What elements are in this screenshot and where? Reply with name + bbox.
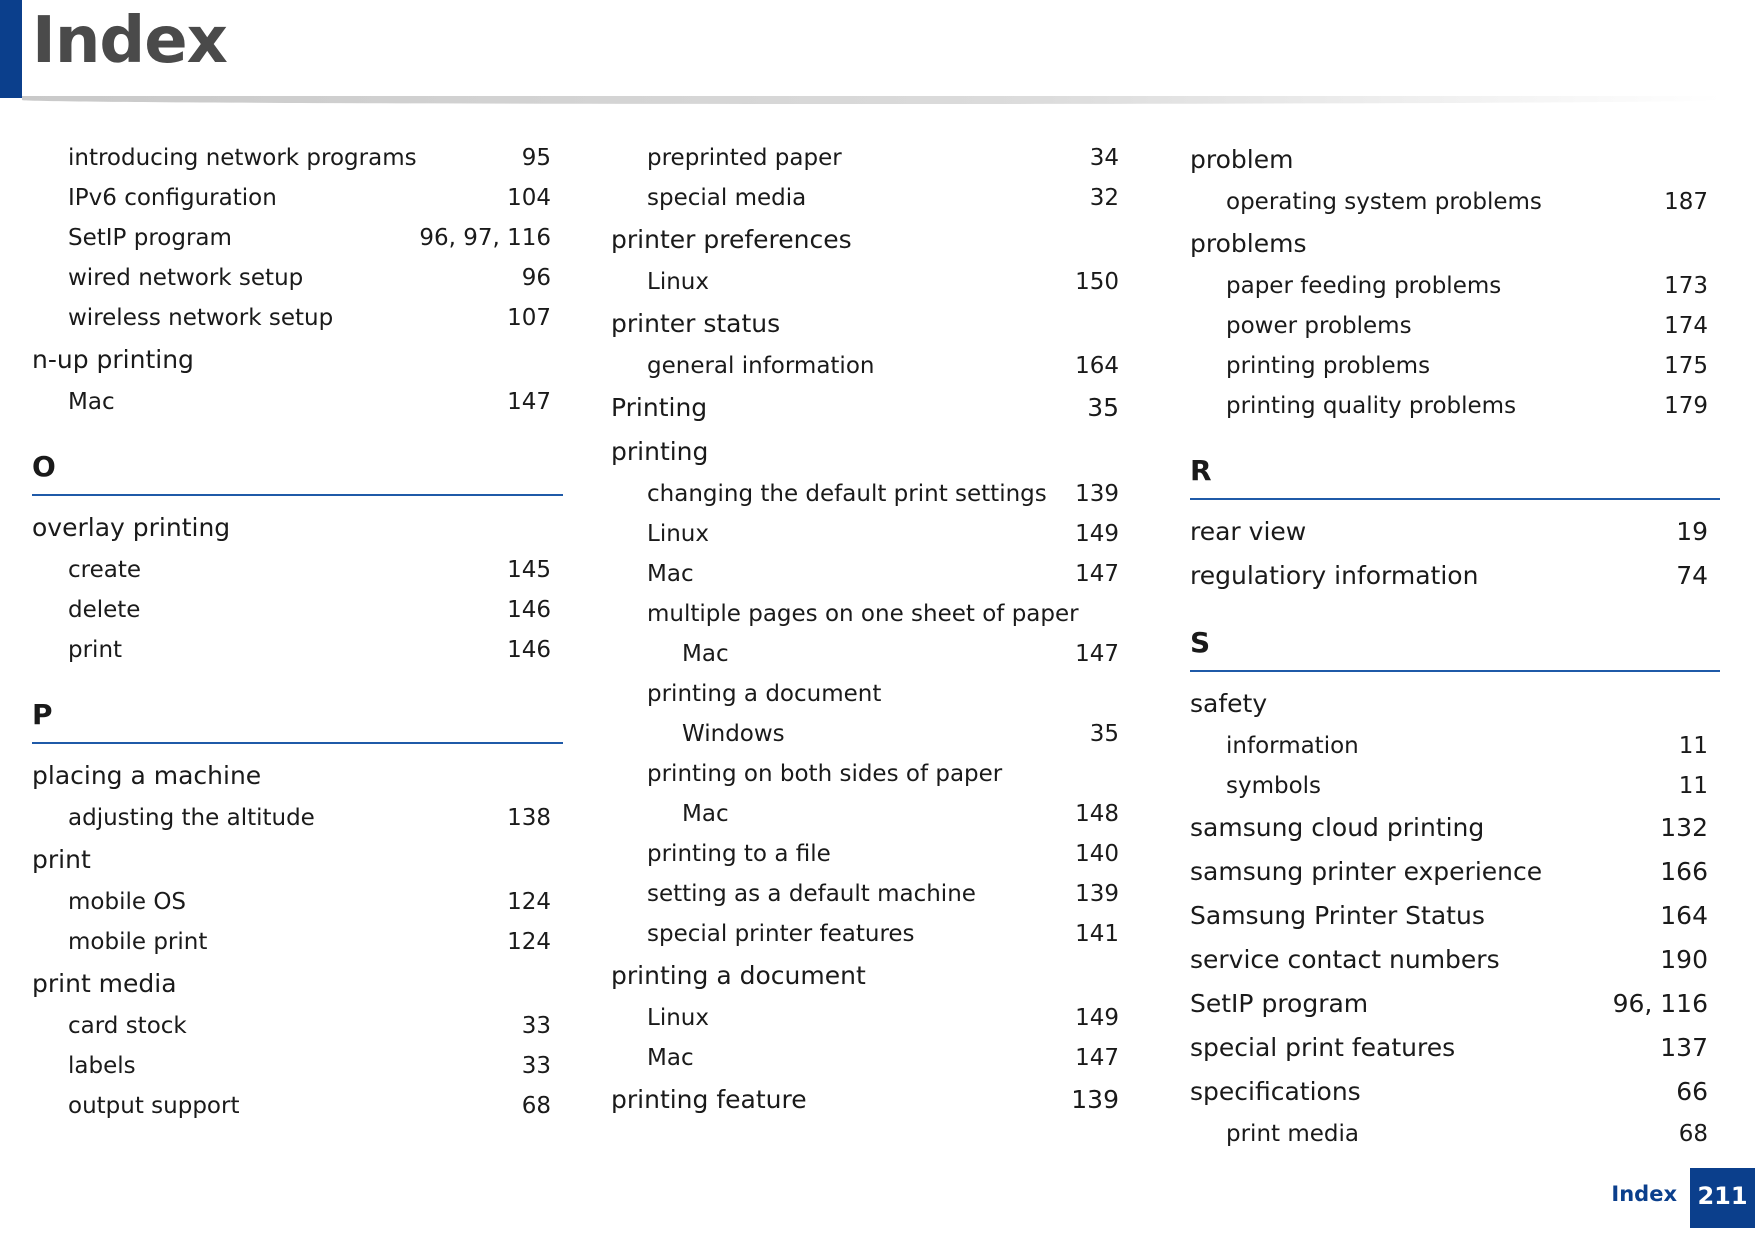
entry-term: Mac: [647, 1045, 694, 1071]
entry-term: Samsung Printer Status: [1190, 901, 1485, 930]
index-subentry: [32, 218, 563, 258]
entry-term: problems: [1190, 229, 1307, 258]
entry-page-link[interactable]: 149: [1075, 521, 1119, 547]
entry-page-link[interactable]: 190: [1660, 945, 1708, 974]
entry-term: card stock: [68, 1013, 187, 1039]
entry-term: print: [68, 637, 123, 663]
index-entry: [32, 338, 563, 382]
entry-page-link[interactable]: 146: [507, 637, 551, 663]
index-subentry: [611, 262, 1131, 302]
entry-term: rear view: [1190, 517, 1307, 546]
entry-page-link[interactable]: 96, 97, 116: [419, 225, 551, 251]
index-subentry: [611, 998, 1131, 1038]
entry-term: printer preferences: [611, 225, 852, 254]
entry-term: service contact numbers: [1190, 945, 1500, 974]
entry-term: multiple pages on one sheet of paper: [647, 601, 1079, 627]
entry-term: Mac: [682, 641, 729, 667]
index-entry: [611, 218, 1131, 262]
index-subentry: [32, 550, 563, 590]
section-header: [32, 688, 563, 754]
index-subentry: [32, 882, 563, 922]
entry-term: printing a document: [647, 681, 882, 707]
entry-page-link[interactable]: 164: [1660, 901, 1708, 930]
entry-page-link[interactable]: 145: [507, 557, 551, 583]
entry-page-link[interactable]: 164: [1075, 353, 1119, 379]
index-subentry: [611, 874, 1131, 914]
index-subentry: [611, 138, 1131, 178]
entry-term: general information: [647, 353, 875, 379]
index-subentry: [32, 178, 563, 218]
entry-term: SetIP program: [68, 225, 232, 251]
index-subentry: [1190, 266, 1720, 306]
entry-term: problem: [1190, 145, 1294, 174]
index-subentry: [32, 298, 563, 338]
entry-term: preprinted paper: [647, 145, 842, 171]
index-subentry: [1190, 1114, 1720, 1154]
index-entry: [1190, 510, 1720, 554]
entry-page-link[interactable]: 174: [1664, 313, 1708, 339]
entry-term: n-up printing: [32, 345, 194, 374]
entry-term: special print features: [1190, 1033, 1456, 1062]
index-subentry: [611, 674, 1131, 714]
section-header: [1190, 616, 1720, 682]
index-subentry: [611, 474, 1131, 514]
entry-term: power problems: [1226, 313, 1412, 339]
entry-term: print: [32, 845, 91, 874]
index-entry: [1190, 938, 1720, 982]
entry-page-link[interactable]: 35: [1087, 393, 1119, 422]
entry-term: adjusting the altitude: [68, 805, 315, 831]
entry-term: delete: [68, 597, 141, 623]
index-subentry: [611, 914, 1131, 954]
entry-term: printing: [611, 437, 709, 466]
entry-term: printer status: [611, 309, 781, 338]
index-entry: [1190, 894, 1720, 938]
entry-term: information: [1226, 733, 1359, 759]
entry-page-link[interactable]: 146: [507, 597, 551, 623]
index-entry: [611, 1078, 1131, 1122]
index-subentry: [611, 178, 1131, 218]
entry-page-link[interactable]: 104: [507, 185, 551, 211]
index-entry: [611, 302, 1131, 346]
entry-page-link[interactable]: 11: [1678, 773, 1708, 799]
entry-term: symbols: [1226, 773, 1322, 799]
index-subentry: [32, 922, 563, 962]
entry-term: Printing: [611, 393, 708, 422]
entry-term: printing problems: [1226, 353, 1431, 379]
entry-term: special media: [647, 185, 807, 211]
entry-page-link[interactable]: 107: [507, 305, 551, 331]
entry-page-link[interactable]: 68: [1678, 1121, 1708, 1147]
index-subentry: [1190, 306, 1720, 346]
section-divider: [1190, 670, 1720, 672]
entry-page-link[interactable]: 175: [1664, 353, 1708, 379]
index-subentry: [611, 714, 1131, 754]
index-subentry: [32, 382, 563, 422]
entry-term: Linux: [647, 1005, 709, 1031]
entry-page-link[interactable]: 95: [521, 145, 551, 171]
entry-term: wireless network setup: [68, 305, 334, 331]
section-divider: [32, 494, 563, 496]
entry-term: Windows: [682, 721, 785, 747]
entry-page-link[interactable]: 147: [507, 389, 551, 415]
index-subentry: [611, 634, 1131, 674]
entry-term: printing feature: [611, 1085, 807, 1114]
entry-page-link[interactable]: 66: [1676, 1077, 1708, 1106]
section-letter: P: [32, 698, 53, 731]
entry-page-link[interactable]: 138: [507, 805, 551, 831]
entry-page-link[interactable]: 141: [1075, 921, 1119, 947]
entry-term: wired network setup: [68, 265, 304, 291]
entry-term: print media: [32, 969, 177, 998]
section-header: [32, 440, 563, 506]
entry-page-link[interactable]: 150: [1075, 269, 1119, 295]
index-entry: [1190, 138, 1720, 182]
entry-page-link[interactable]: 149: [1075, 1005, 1119, 1031]
entry-term: operating system problems: [1226, 189, 1542, 215]
title-accent-bar: [0, 0, 22, 98]
index-entry: [1190, 850, 1720, 894]
index-entry: [32, 506, 563, 550]
index-subentry: [32, 798, 563, 838]
page-number: 211: [1690, 1168, 1755, 1228]
entry-page-link[interactable]: 132: [1660, 813, 1708, 842]
entry-page-link[interactable]: 139: [1075, 481, 1119, 507]
index-subentry: [32, 1086, 563, 1126]
entry-page-link[interactable]: 32: [1089, 185, 1119, 211]
entry-term: changing the default print settings: [647, 481, 1047, 507]
entry-page-link[interactable]: 19: [1676, 517, 1708, 546]
entry-page-link[interactable]: 74: [1676, 561, 1708, 590]
index-column-1: [32, 138, 563, 1126]
entry-term: introducing network programs: [68, 145, 417, 171]
title-divider: [22, 96, 1722, 104]
entry-term: paper feeding problems: [1226, 273, 1502, 299]
index-entry: [1190, 982, 1720, 1026]
entry-page-link[interactable]: 147: [1075, 561, 1119, 587]
entry-term: setting as a default machine: [647, 881, 976, 907]
entry-term: print media: [1226, 1121, 1359, 1147]
footer-label: Index: [1611, 1182, 1677, 1206]
index-entry: [1190, 806, 1720, 850]
entry-page-link[interactable]: 124: [507, 929, 551, 955]
entry-term: Linux: [647, 269, 709, 295]
section-divider: [32, 742, 563, 744]
entry-term: overlay printing: [32, 513, 231, 542]
entry-page-link[interactable]: 166: [1660, 857, 1708, 886]
index-subentry: [32, 630, 563, 670]
entry-term: samsung cloud printing: [1190, 813, 1485, 842]
entry-term: regulatiory information: [1190, 561, 1479, 590]
index-subentry: [1190, 726, 1720, 766]
entry-term: Mac: [68, 389, 115, 415]
index-subentry: [1190, 346, 1720, 386]
entry-term: safety: [1190, 689, 1268, 718]
entry-term: output support: [68, 1093, 240, 1119]
entry-page-link[interactable]: 35: [1089, 721, 1119, 747]
entry-page-link[interactable]: 68: [521, 1093, 551, 1119]
entry-term: printing on both sides of paper: [647, 761, 1003, 787]
entry-page-link[interactable]: 34: [1089, 145, 1119, 171]
entry-term: Mac: [682, 801, 729, 827]
index-entry: [611, 430, 1131, 474]
index-subentry: [1190, 766, 1720, 806]
entry-term: mobile OS: [68, 889, 187, 915]
entry-term: samsung printer experience: [1190, 857, 1543, 886]
section-letter: S: [1190, 626, 1211, 659]
index-entry: [32, 962, 563, 1006]
entry-term: printing to a file: [647, 841, 831, 867]
index-subentry: [611, 754, 1131, 794]
entry-page-link[interactable]: 139: [1075, 881, 1119, 907]
entry-page-link[interactable]: 140: [1075, 841, 1119, 867]
entry-page-link[interactable]: 124: [507, 889, 551, 915]
index-subentry: [32, 1006, 563, 1046]
section-letter: R: [1190, 454, 1212, 487]
index-subentry: [611, 554, 1131, 594]
index-subentry: [32, 1046, 563, 1086]
index-entry: [1190, 682, 1720, 726]
entry-page-link[interactable]: 147: [1075, 641, 1119, 667]
entry-term: create: [68, 557, 142, 583]
index-subentry: [611, 794, 1131, 834]
entry-term: Linux: [647, 521, 709, 547]
entry-page-link[interactable]: 33: [521, 1053, 551, 1079]
entry-term: special printer features: [647, 921, 915, 947]
entry-page-link[interactable]: 96, 116: [1612, 989, 1708, 1018]
entry-page-link[interactable]: 173: [1664, 273, 1708, 299]
entry-term: SetIP program: [1190, 989, 1369, 1018]
index-entry: [1190, 1070, 1720, 1114]
index-subentry: [1190, 182, 1720, 222]
index-subentry: [611, 346, 1131, 386]
index-subentry: [1190, 386, 1720, 426]
index-column-2: [611, 138, 1131, 1122]
index-entry: [611, 954, 1131, 998]
entry-term: mobile print: [68, 929, 208, 955]
index-entry: [1190, 222, 1720, 266]
entry-term: placing a machine: [32, 761, 262, 790]
entry-term: printing quality problems: [1226, 393, 1517, 419]
index-subentry: [32, 138, 563, 178]
entry-term: printing a document: [611, 961, 866, 990]
entry-page-link[interactable]: 33: [521, 1013, 551, 1039]
index-entry: [32, 754, 563, 798]
index-entry: [32, 838, 563, 882]
entry-page-link[interactable]: 147: [1075, 1045, 1119, 1071]
entry-page-link[interactable]: 11: [1678, 733, 1708, 759]
entry-term: Mac: [647, 561, 694, 587]
section-header: [1190, 444, 1720, 510]
index-subentry: [611, 594, 1131, 634]
index-entry: [1190, 1026, 1720, 1070]
entry-term: labels: [68, 1053, 136, 1079]
section-divider: [1190, 498, 1720, 500]
index-subentry: [32, 258, 563, 298]
index-subentry: [32, 590, 563, 630]
entry-page-link[interactable]: 96: [521, 265, 551, 291]
section-letter: O: [32, 450, 56, 483]
index-subentry: [611, 834, 1131, 874]
index-column-3: [1190, 138, 1720, 1154]
index-subentry: [611, 1038, 1131, 1078]
entry-page-link[interactable]: 187: [1664, 189, 1708, 215]
entry-page-link[interactable]: 139: [1071, 1085, 1119, 1114]
index-entry: [1190, 554, 1720, 598]
index-subentry: [611, 514, 1131, 554]
entry-term: specifications: [1190, 1077, 1361, 1106]
page-title: Index: [32, 4, 227, 78]
index-entry: [611, 386, 1131, 430]
entry-page-link[interactable]: 148: [1075, 801, 1119, 827]
entry-page-link[interactable]: 137: [1660, 1033, 1708, 1062]
entry-page-link[interactable]: 179: [1664, 393, 1708, 419]
entry-term: IPv6 configuration: [68, 185, 277, 211]
